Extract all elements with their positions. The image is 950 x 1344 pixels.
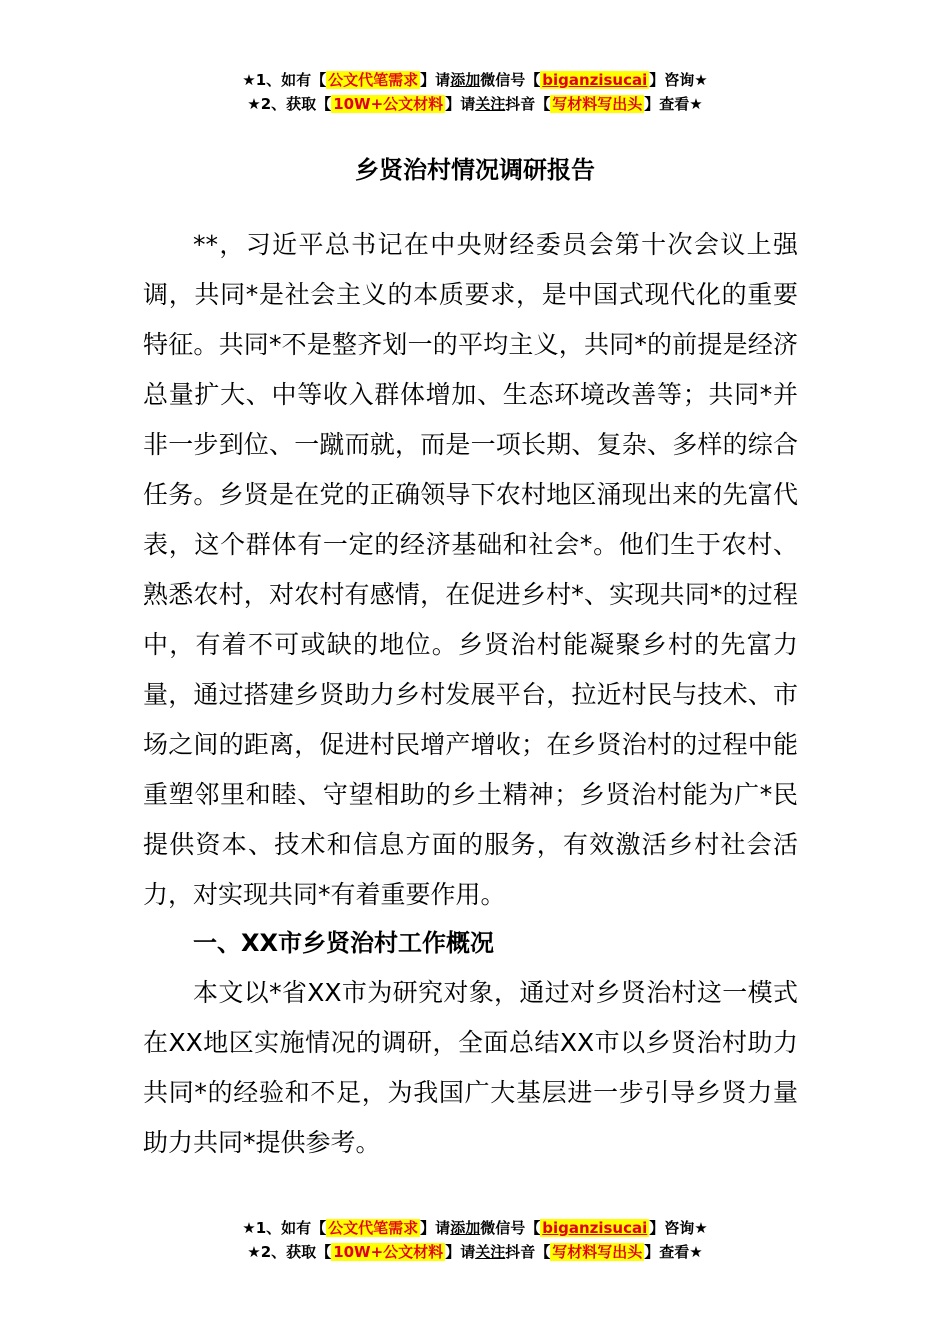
header-banner	[0, 68, 950, 116]
douyin-account: 写材料写出头	[552, 95, 643, 113]
banner-line-2: ★2、获取【 10W+公文材料 】请关注抖音【 写材料写出头 】查看★	[247, 1243, 703, 1261]
section-heading: 一、XX市乡贤治村工作概况	[193, 929, 495, 957]
wechat-id: biganzisucai	[542, 1219, 648, 1237]
banner-highlight: 10W+公文材料	[333, 95, 444, 113]
footer-banner	[0, 1216, 950, 1264]
body-paragraph-1-container	[143, 220, 798, 920]
banner-highlight: 公文代笔需求	[328, 71, 419, 89]
banner-highlight: 公文代笔需求	[328, 1219, 419, 1237]
body-paragraph-2-container	[143, 968, 798, 1168]
body-paragraph: 本文以*省XX市为研究对象，通过对乡贤治村这一模式在XX地区实施情况的调研，全面总结XX市以乡贤治村助力共同*的经验和不足，为我国广大基层进一步引导乡贤力量助力共同*提供参考。	[143, 978, 798, 1157]
banner-line-1: ★1、如有【 公文代笔需求 】请添加微信号【 biganzisucai 】咨询★	[242, 1219, 708, 1237]
douyin-account: 写材料写出头	[552, 1243, 643, 1261]
document-title: 乡贤治村情况调研报告	[355, 156, 595, 184]
wechat-id: biganzisucai	[542, 71, 648, 89]
banner-line-2: ★2、获取【 10W+公文材料 】请关注抖音【 写材料写出头 】查看★	[247, 95, 703, 113]
banner-highlight: 10W+公文材料	[333, 1243, 444, 1261]
body-paragraph: **，习近平总书记在中央财经委员会第十次会议上强调，共同*是社会主义的本质要求，是中国式现代化的重要特征。共同*不是整齐划一的平均主义，共同*的前提是经济总量扩大、中等收入群体增加、生态环境改善等；共同*并非一步到位、一蹴而就，而是一项长期、复杂、多样的综合任务。乡贤是在党的正确领导下农村地区涌现出来的先富代表，这个群体有一定的经济基础和社会*。他们生于农村、熟悉农村，对农村有感情，在促进乡村*、实现共同*的过程中，有着不可或缺的地位。乡贤治村能凝聚乡村的先富力量，通过搭建乡贤助力乡村发展平台，拉近村民与技术、市场之间的距离，促进村民增产增收；在乡贤治村的过程中能重塑邻里和睦、守望相助的乡土精神；乡贤治村能为广*民提供资本、技术和信息方面的服务，有效激活乡村社会活力，对实现共同*有着重要作用。	[143, 230, 798, 909]
banner-line-1: ★1、如有【 公文代笔需求 】请添加微信号【 biganzisucai 】咨询★	[242, 71, 708, 89]
